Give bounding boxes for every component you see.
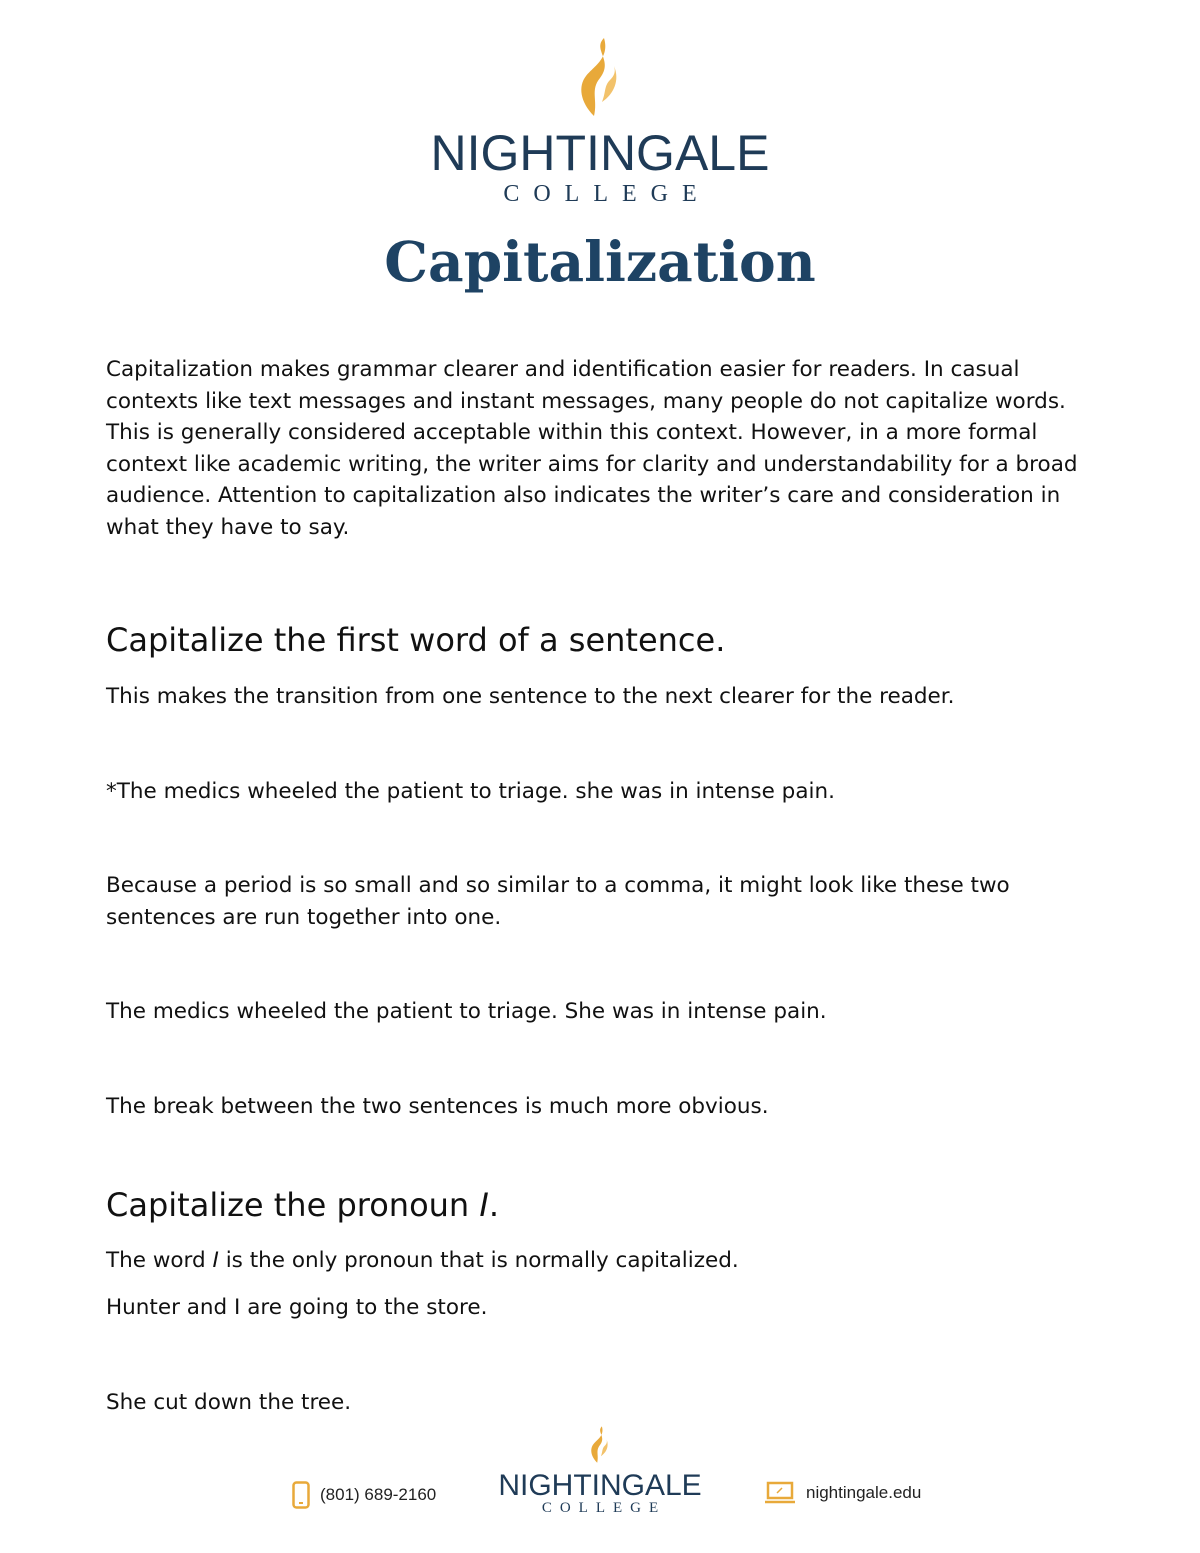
footer-website[interactable] bbox=[764, 1481, 921, 1505]
header-logo bbox=[0, 36, 1200, 206]
footer-logo bbox=[490, 1425, 710, 1516]
document-body bbox=[106, 354, 1106, 1418]
example-sentence: She cut down the tree. bbox=[106, 1389, 352, 1415]
footer-brand-name: NIGHTINGALE bbox=[498, 1469, 702, 1502]
website-link: nightingale.edu bbox=[806, 1483, 922, 1502]
section-heading-first-word: Capitalize the first word of a sentence. bbox=[106, 621, 726, 659]
phone-icon bbox=[292, 1481, 310, 1509]
example-incorrect: *The medics wheeled the patient to triage. she was in intense pain. bbox=[106, 778, 835, 804]
flame-icon bbox=[586, 1425, 614, 1465]
flame-icon bbox=[570, 36, 630, 120]
brand-subtitle: COLLEGE bbox=[503, 181, 711, 207]
brand-name: NIGHTINGALE bbox=[430, 125, 770, 181]
paragraph: Because a period is so small and so similar to a comma, it might look like these two sentences are run together into one. bbox=[106, 873, 1010, 930]
section-heading-pronoun: Capitalize the pronoun I. bbox=[106, 1186, 499, 1225]
paragraph: The word I is the only pronoun that is normally capitalized. bbox=[106, 1247, 739, 1273]
footer-brand-subtitle: COLLEGE bbox=[541, 1500, 667, 1516]
example-correct: The medics wheeled the patient to triage. She was in intense pain. bbox=[106, 999, 827, 1025]
paragraph: The break between the two sentences is much more obvious. bbox=[106, 1093, 769, 1119]
example-sentence: Hunter and I are going to the store. bbox=[106, 1295, 488, 1321]
intro-paragraph: Capitalization makes grammar clearer and identification easier for readers. In casual contexts like text messages and instant messages, many people do not capitalize words. This is generally considered acceptable within this context. However, in a more formal context like academic writing, the writer aims for clarity and understandability for a broad audience. Attention to capitalization also indicates the writer’s care and consideration in what they have to say. bbox=[106, 357, 1078, 540]
laptop-icon bbox=[764, 1481, 796, 1505]
footer bbox=[0, 1425, 1200, 1535]
phone-number: (801) 689-2160 bbox=[320, 1485, 437, 1504]
page-title: Capitalization bbox=[384, 229, 816, 294]
paragraph: This makes the transition from one sentence to the next clearer for the reader. bbox=[106, 684, 955, 710]
footer-phone[interactable] bbox=[292, 1481, 436, 1509]
